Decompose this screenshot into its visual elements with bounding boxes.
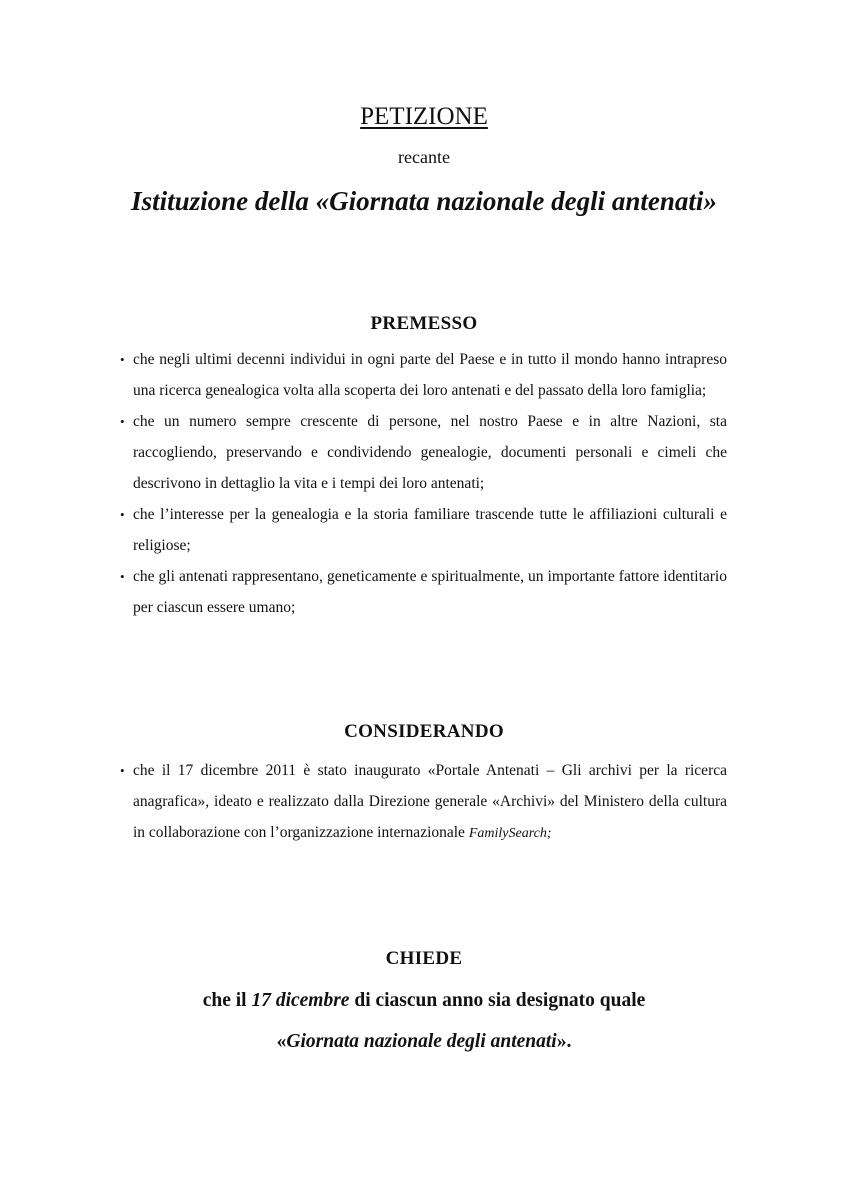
- list-item-text: che il 17 dicembre 2011 è stato inaugurato «Portale Antenati – Gli archivi per la ricerca anagrafica», ideato e realizzato dalla Direzione generale «Archivi» del Ministero della cultura in collaborazione con l’organizzazione internazionale: [133, 762, 727, 841]
- list-item-text: che negli ultimi decenni individui in ogni parte del Paese e in tutto il mondo hanno intrapreso una ricerca genealogica volta alla scoperta dei loro antenati e del passato della loro famiglia;: [133, 351, 727, 399]
- list-item: [120, 561, 727, 623]
- premesso-list: [120, 344, 727, 623]
- list-item: [120, 406, 727, 499]
- premesso-heading: PREMESSO: [370, 313, 478, 334]
- quote-close: ».: [556, 1031, 572, 1052]
- request-text-a: che il: [202, 990, 252, 1011]
- list-item-text: che gli antenati rappresentano, geneticamente e spiritualmente, un importante fattore identitario per ciascun essere umano;: [133, 568, 727, 616]
- list-item: [120, 499, 727, 561]
- considerando-list: [120, 755, 727, 849]
- document-title: PETIZIONE: [360, 103, 488, 130]
- bullet-icon: •: [120, 569, 125, 584]
- considerando-heading: CONSIDERANDO: [344, 721, 504, 742]
- list-item-text: che un numero sempre crescente di persone, nel nostro Paese e in altre Nazioni, sta raccogliendo, preservando e condividendo genealogie, documenti personali e cimeli che descrivono in dettaglio la vita e i tempi dei loro antenati;: [133, 413, 727, 492]
- list-item: [120, 344, 727, 406]
- bullet-icon: •: [120, 507, 125, 522]
- document-subtitle: Istituzione della «Giornata nazionale degli antenati»: [131, 186, 717, 216]
- bullet-icon: •: [120, 763, 125, 778]
- bullet-icon: •: [120, 414, 125, 429]
- request-line-2: [0, 1031, 848, 1053]
- list-item: [120, 755, 727, 849]
- list-item-text: che l’interesse per la genealogia e la storia familiare trascende tutte le affiliazioni culturali e religiose;: [133, 506, 727, 554]
- quote-open: «: [276, 1031, 287, 1052]
- familysearch-brand: FamilySearch;: [468, 826, 552, 841]
- recante-label: recante: [398, 147, 450, 167]
- bullet-icon: •: [120, 352, 125, 367]
- request-line-1: [0, 990, 848, 1012]
- giornata-name: Giornata nazionale degli antenati: [286, 1031, 557, 1052]
- chiede-heading: CHIEDE: [385, 948, 463, 969]
- request-text-b: di ciascun anno sia designato quale: [349, 990, 646, 1011]
- request-date: 17 dicembre: [251, 990, 350, 1011]
